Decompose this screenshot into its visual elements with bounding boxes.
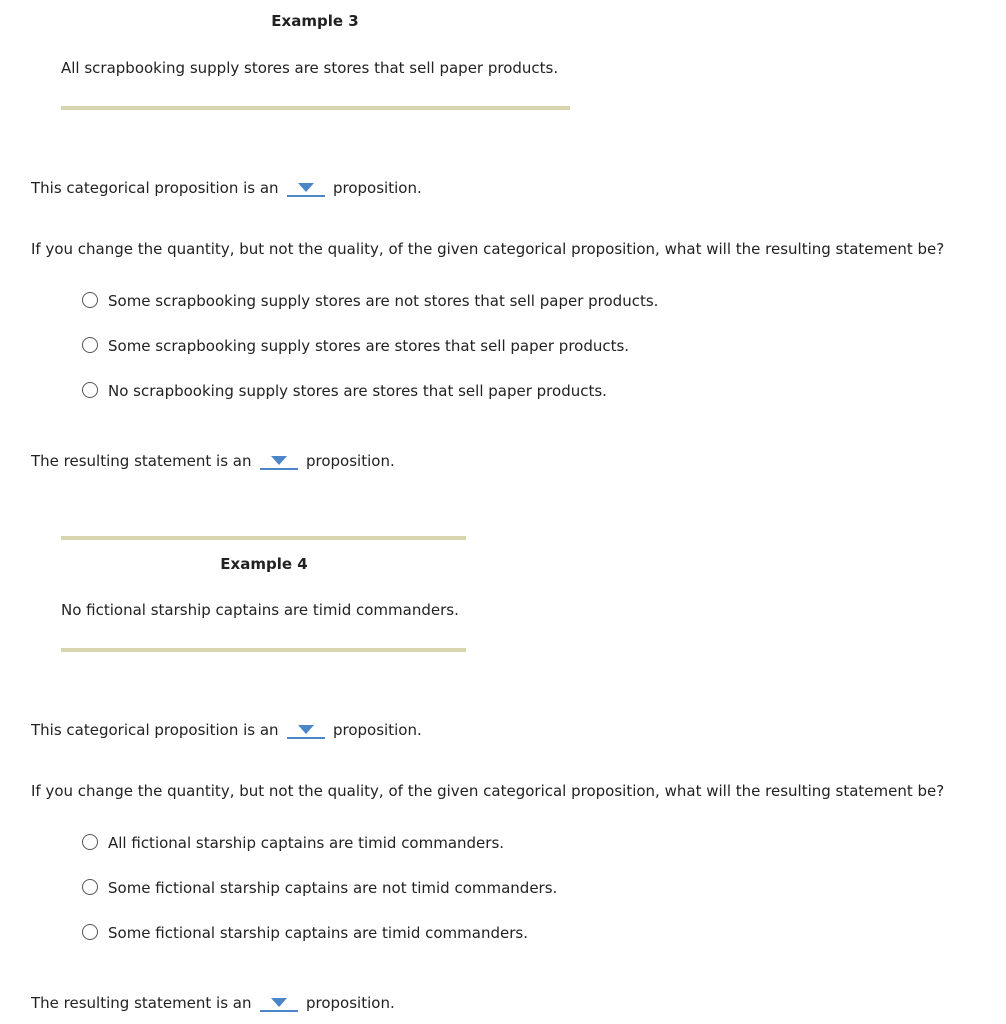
example-3-result-dropdown[interactable] — [260, 456, 298, 470]
example-4-statement: No fictional starship captains are timid commanders. — [61, 601, 459, 619]
example-4-classify-dropdown[interactable] — [287, 725, 325, 739]
example-3-option-3-label[interactable]: No scrapbooking supply stores are stores that sell paper products. — [108, 382, 607, 400]
example-3-classify-dropdown[interactable] — [287, 183, 325, 197]
caret-down-icon — [271, 456, 287, 465]
example-4-option-3-label[interactable]: Some fictional starship captains are timid commanders. — [108, 924, 528, 942]
example-3-result-prefix: The resulting statement is an — [31, 452, 252, 470]
example-3-option-1-label[interactable]: Some scrapbooking supply stores are not stores that sell paper products. — [108, 292, 659, 310]
example-4-option-2-radio[interactable] — [82, 879, 98, 895]
example-4-title: Example 4 — [220, 555, 308, 573]
caret-down-icon — [271, 998, 287, 1007]
caret-down-icon — [298, 183, 314, 192]
example-3-statement: All scrapbooking supply stores are stores that sell paper products. — [61, 59, 559, 77]
example-3-classify-prefix: This categorical proposition is an — [31, 179, 279, 197]
example-4-option-1-radio[interactable] — [82, 834, 98, 850]
caret-down-icon — [298, 725, 314, 734]
example-3-question: If you change the quantity, but not the quality, of the given categorical proposition, what will the resulting statement be? — [31, 240, 945, 258]
example-3-option-3-radio[interactable] — [82, 382, 98, 398]
example-4-result-suffix: proposition. — [306, 994, 395, 1012]
example-3-divider — [61, 106, 570, 110]
example-4-option-2-label[interactable]: Some fictional starship captains are not timid commanders. — [108, 879, 558, 897]
example-4-classify-prefix: This categorical proposition is an — [31, 721, 279, 739]
example-3-option-2-radio[interactable] — [82, 337, 98, 353]
example-4-divider — [61, 648, 466, 652]
example-3-result-suffix: proposition. — [306, 452, 395, 470]
example-4-result-dropdown[interactable] — [260, 998, 298, 1012]
example-3-option-2-label[interactable]: Some scrapbooking supply stores are stores that sell paper products. — [108, 337, 630, 355]
example-4-option-3-radio[interactable] — [82, 924, 98, 940]
example-4-classify-suffix: proposition. — [333, 721, 422, 739]
example-3-title: Example 3 — [271, 12, 359, 30]
example-3-classify-suffix: proposition. — [333, 179, 422, 197]
example-4-top-divider — [61, 536, 466, 540]
example-4-option-1-label[interactable]: All fictional starship captains are timid commanders. — [108, 834, 505, 852]
example-3-option-1-radio[interactable] — [82, 292, 98, 308]
example-4-result-prefix: The resulting statement is an — [31, 994, 252, 1012]
example-4-question: If you change the quantity, but not the quality, of the given categorical proposition, what will the resulting statement be? — [31, 782, 945, 800]
